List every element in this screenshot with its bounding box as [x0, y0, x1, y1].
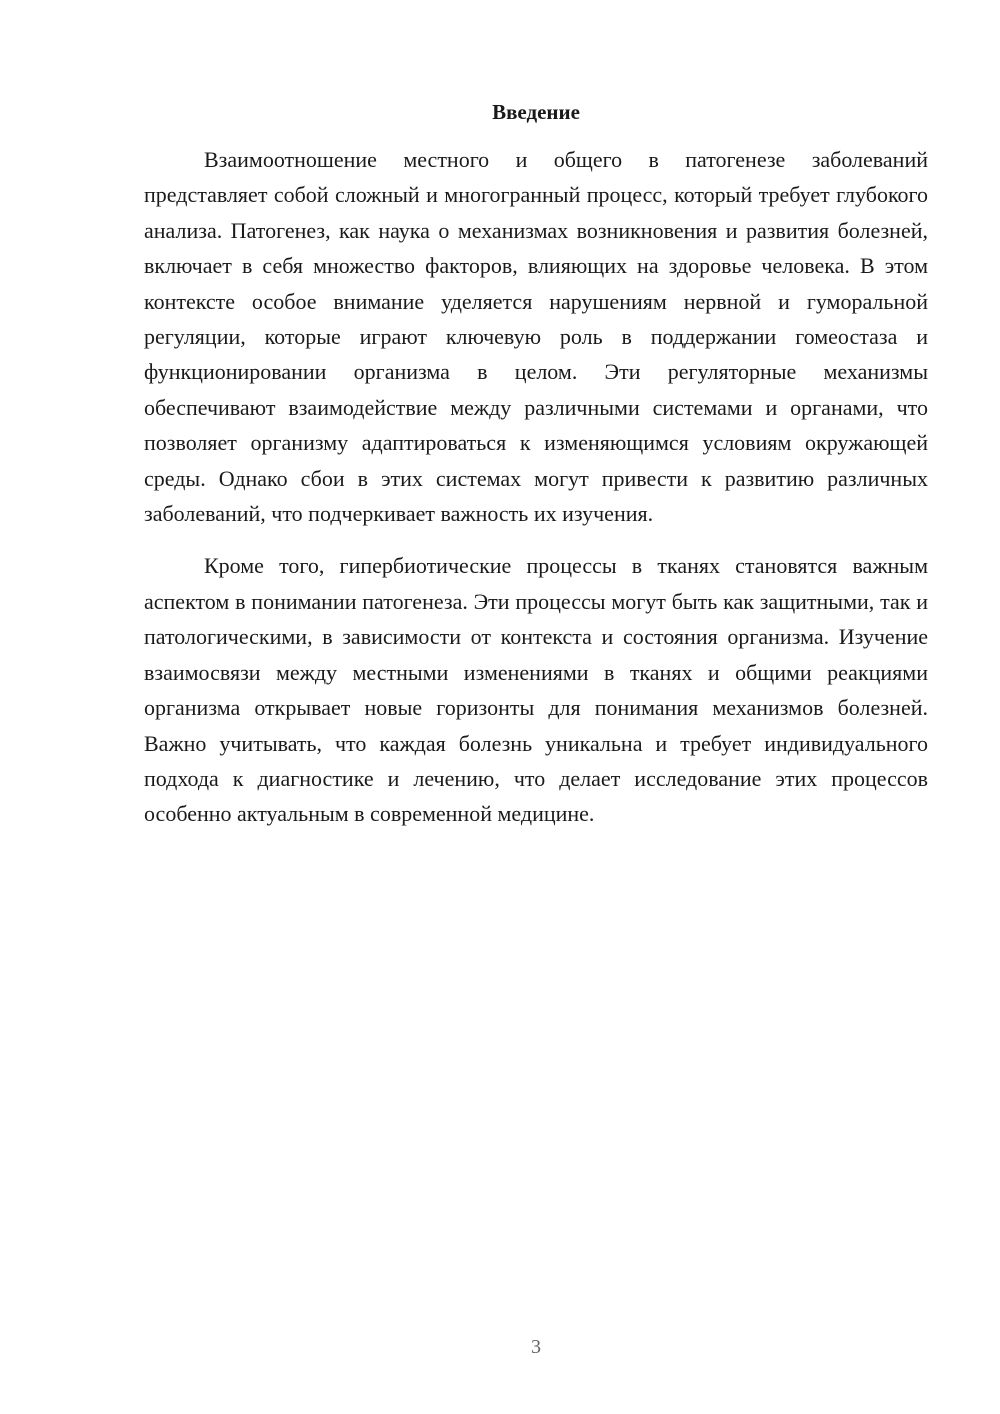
page-number: 3 — [531, 1336, 541, 1358]
paragraph-1: Взаимоотношение местного и общего в патогенезе заболеваний представляет собой сложный и многогранный процесс, который требует глубокого анализа. Патогенез, как наука о механизмах возникновения и развития болезней, включает в себя множество факторов, влияющих на здоровье человека. В этом контексте особое внимание уделяется нарушениям нервной и гуморальной регуляции, которые играют ключевую роль в поддержании гомеостаза и функционировании организма в целом. Эти регуляторные механизмы обеспечивают взаимодействие между различными системами и органами, что позволяет организму адаптироваться к изменяющимся условиям окружающей среды. Однако сбои в этих системах могут привести к развитию различных заболеваний, что подчеркивает важность их изучения. — [144, 147, 928, 527]
document-body — [144, 142, 928, 849]
page-title: Введение — [492, 100, 580, 124]
paragraph-2: Кроме того, гипербиотические процессы в тканях становятся важным аспектом в понимании патогенеза. Эти процессы могут быть как защитными, так и патологическими, в зависимости от контекста и состояния организма. Изучение взаимосвязи между местными изменениями в тканях и общими реакциями организма открывает новые горизонты для понимания механизмов болезней. Важно учитывать, что каждая болезнь уникальна и требует индивидуального подхода к диагностике и лечению, что делает исследование этих процессов особенно актуальным в современной медицине. — [144, 553, 928, 827]
